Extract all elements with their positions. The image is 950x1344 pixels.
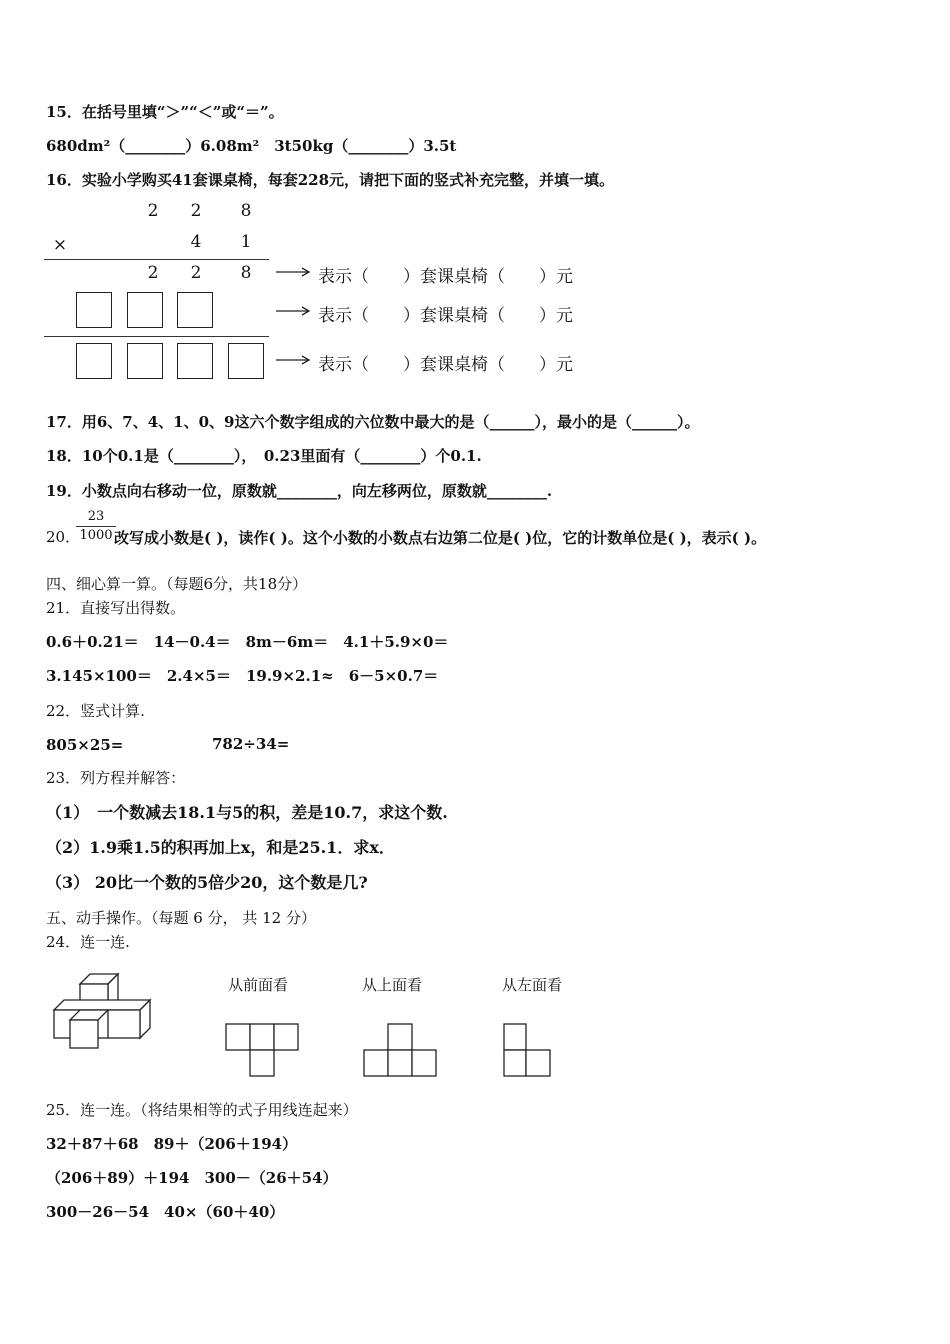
multiplicand-digit: 8	[240, 201, 252, 221]
q22-item1: 805×25=	[46, 736, 124, 754]
section-4-heading: 四、细心算一算。（每题6分，共18分）	[46, 575, 308, 593]
q21-row2: 3.145×100＝ 2.4×5＝ 19.9×2.1≈ 6－5×0.7＝	[46, 667, 439, 685]
answer-box[interactable]	[76, 292, 112, 328]
partial-product-digit: 8	[240, 263, 252, 283]
answer-box[interactable]	[228, 343, 264, 379]
q25-row2: （206＋89）＋194 300－（26＋54）	[46, 1169, 338, 1187]
front-view-shape[interactable]	[226, 1024, 306, 1080]
section-5-heading: 五、动手操作。（每题 6 分， 共 12 分）	[46, 909, 316, 927]
answer-box[interactable]	[127, 292, 163, 328]
q23-part1: （1） 一个数减去18.1与5的积，差是10.7，求这个数.	[46, 803, 448, 822]
arrow-right-icon	[276, 306, 316, 316]
answer-box[interactable]	[177, 343, 213, 379]
fraction-denominator: 1000	[79, 528, 113, 543]
q22-title: 22．竖式计算.	[46, 702, 145, 720]
fraction-bar	[76, 526, 116, 527]
q21-title: 21．直接写出得数。	[46, 599, 186, 617]
q25-row1: 32＋87＋68 89＋（206＋194）	[46, 1135, 298, 1153]
arrow-right-icon	[276, 267, 316, 277]
view-label-left: 从左面看	[502, 976, 563, 994]
q15-line: 680dm²（________）6.08m² 3t50kg（________）3.5t	[46, 137, 457, 155]
annotation-line3: 表示（ ）套课桌椅（ ）元	[318, 355, 573, 375]
arrow-right-icon	[276, 355, 316, 365]
q24-title: 24．连一连.	[46, 933, 130, 951]
multiplicand-digit: 2	[147, 201, 159, 221]
partial-product-digit: 2	[190, 263, 202, 283]
multiplicand-digit: 2	[190, 201, 202, 221]
divider-line	[44, 259, 269, 260]
divider-line	[44, 336, 269, 337]
q16-title: 16．实验小学购买41套课桌椅，每套228元，请把下面的竖式补充完整，并填一填。	[46, 171, 615, 189]
q18: 18．10个0.1是（________）， 0.23里面有（________）个0.1.	[46, 447, 482, 465]
fraction-numerator: 23	[87, 509, 105, 524]
answer-box[interactable]	[127, 343, 163, 379]
q19: 19．小数点向右移动一位，原数就________，向左移两位，原数就________.	[46, 482, 553, 500]
q22-item2: 782÷34=	[212, 735, 290, 753]
q21-row1: 0.6＋0.21＝ 14－0.4＝ 8m－6m＝ 4.1＋5.9×0＝	[46, 633, 449, 651]
q23-part2: （2）1.9乘1.5的积再加上x，和是25.1．求x．	[46, 838, 395, 857]
q20-text: 改写成小数是( )，读作( )。这个小数的小数点右边第二位是( )位，它的计数单位是( )，表示( )。	[114, 529, 767, 547]
q23-part3: （3） 20比一个数的5倍少20，这个数是几?	[46, 873, 368, 892]
top-view-shape[interactable]	[364, 1024, 444, 1080]
multiplier-digit: 1	[240, 232, 252, 252]
q17: 17．用6、7、4、1、0、9这六个数字组成的六位数中最大的是（______），最小的是（______）。	[46, 413, 700, 431]
view-label-top: 从上面看	[362, 976, 423, 994]
view-label-front: 从前面看	[228, 976, 289, 994]
q23-title: 23．列方程并解答：	[46, 769, 186, 787]
q15-title: 15．在括号里填“＞”“＜”或“＝”。	[46, 103, 284, 121]
left-view-shape[interactable]	[504, 1024, 564, 1080]
cube-stack-figure	[50, 972, 160, 1052]
q25-title: 25．连一连。（将结果相等的式子用线连起来）	[46, 1101, 358, 1119]
annotation-line2: 表示（ ）套课桌椅（ ）元	[318, 306, 573, 326]
multiplier-digit: 4	[190, 232, 202, 252]
annotation-line1: 表示（ ）套课桌椅（ ）元	[318, 267, 573, 287]
answer-box[interactable]	[177, 292, 213, 328]
answer-box[interactable]	[76, 343, 112, 379]
q20-number: 20．	[46, 528, 81, 546]
q25-row3: 300－26－54 40×（60＋40）	[46, 1203, 285, 1221]
fraction	[76, 509, 116, 544]
times-sign: ×	[52, 235, 68, 255]
partial-product-digit: 2	[147, 263, 159, 283]
